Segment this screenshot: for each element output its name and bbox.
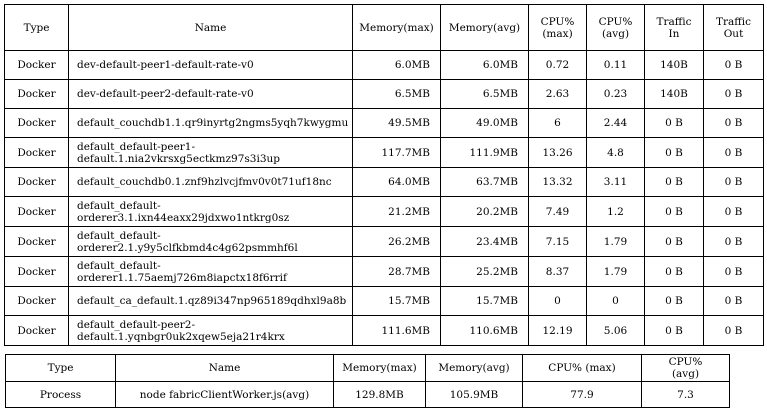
table-row [5, 51, 764, 80]
cell-memory-avg: 6.0MB [441, 51, 529, 80]
cell-memory-avg: 49.0MB [441, 109, 529, 138]
header-cpu-max: CPU% (max) [523, 355, 642, 382]
cell-cpu-max: 0 [529, 287, 587, 316]
cell-memory-avg: 111.9MB [441, 138, 529, 168]
cell-cpu-max: 6 [529, 109, 587, 138]
table-row [5, 168, 764, 197]
cell-traffic-out: 0 B [704, 197, 764, 227]
cell-memory-max: 6.5MB [353, 80, 441, 109]
header-traffic-in [645, 5, 704, 51]
cell-cpu-max: 7.49 [529, 197, 587, 227]
header-cpu-max [529, 5, 587, 51]
process-resource-table [5, 354, 730, 408]
cell-traffic-in: 140B [645, 51, 704, 80]
cell-type: Docker [5, 227, 69, 257]
cell-traffic-out: 0 B [704, 51, 764, 80]
cell-cpu-avg: 1.79 [587, 227, 645, 257]
docker-resource-table [4, 4, 764, 346]
header-cpu-avg-line1: CPU% [668, 356, 703, 368]
cell-traffic-in: 0 B [645, 168, 704, 197]
header-memory-max: Memory(max) [353, 5, 441, 51]
cell-cpu-avg: 0.11 [587, 51, 645, 80]
cell-cpu-avg: 1.2 [587, 197, 645, 227]
cell-traffic-out: 0 B [704, 287, 764, 316]
cell-memory-max: 6.0MB [353, 51, 441, 80]
header-traffic-out-line2: Out [723, 27, 744, 40]
header-memory-avg: Memory(avg) [441, 5, 529, 51]
cell-cpu-max: 12.19 [529, 316, 587, 346]
cell-cpu-avg: 0.23 [587, 80, 645, 109]
cell-memory-avg: 6.5MB [441, 80, 529, 109]
cell-memory-avg: 105.9MB [426, 382, 523, 408]
header-cpu-avg-line1: CPU% [598, 15, 633, 28]
table-row [6, 382, 730, 408]
cell-cpu-max: 2.63 [529, 80, 587, 109]
cell-name: default_default-peer2-default.1.yqnbgr0uk2xqew5eja21r4krx [69, 316, 353, 346]
cell-name: default_default-peer1-default.1.nia2vkrsxg5ectkmz97s3i3up [69, 138, 353, 168]
cell-memory-max: 129.8MB [334, 382, 426, 408]
cell-cpu-avg: 0 [587, 287, 645, 316]
cell-name: default_couchdb1.1.qr9inyrtg2ngms5yqh7kwygmu [69, 109, 353, 138]
table-row [5, 287, 764, 316]
header-cpu-avg [642, 355, 730, 382]
table-row [5, 197, 764, 227]
table-row [5, 80, 764, 109]
header-traffic-out-line1: Traffic [716, 15, 751, 28]
cell-cpu-max: 13.26 [529, 138, 587, 168]
cell-cpu-max: 0.72 [529, 51, 587, 80]
cell-traffic-in: 140B [645, 80, 704, 109]
cell-memory-max: 15.7MB [353, 287, 441, 316]
cell-memory-avg: 63.7MB [441, 168, 529, 197]
cell-type: Docker [5, 109, 69, 138]
cell-name: default_couchdb0.1.znf9hzlvcjfmv0v0t71uf18nc [69, 168, 353, 197]
header-cpu-max-line1: CPU% [540, 15, 575, 28]
cell-memory-max: 26.2MB [353, 227, 441, 257]
cell-traffic-out: 0 B [704, 316, 764, 346]
cell-type: Docker [5, 316, 69, 346]
header-traffic-in-line1: Traffic [656, 15, 692, 28]
cell-traffic-out: 0 B [704, 138, 764, 168]
header-cpu-avg [587, 5, 645, 51]
header-memory-avg: Memory(avg) [426, 355, 523, 382]
cell-traffic-out: 0 B [704, 168, 764, 197]
cell-type: Docker [5, 197, 69, 227]
table-row [5, 257, 764, 287]
cell-memory-avg: 23.4MB [441, 227, 529, 257]
cell-type: Docker [5, 287, 69, 316]
cell-cpu-avg: 3.11 [587, 168, 645, 197]
cell-cpu-avg: 4.8 [587, 138, 645, 168]
cell-name: default_default-orderer3.1.ixn44eaxx29jdxwo1ntkrg0sz [69, 197, 353, 227]
cell-name: node fabricClientWorker.js(avg) [116, 382, 334, 408]
cell-cpu-avg: 1.79 [587, 257, 645, 287]
cell-name: dev-default-peer2-default-rate-v0 [69, 80, 353, 109]
table-header-row [6, 355, 730, 382]
cell-memory-max: 64.0MB [353, 168, 441, 197]
cell-cpu-max: 13.32 [529, 168, 587, 197]
header-type: Type [6, 355, 116, 382]
cell-cpu-avg: 7.3 [642, 382, 730, 408]
header-cpu-avg-line2: (avg) [671, 368, 700, 380]
header-memory-max: Memory(max) [334, 355, 426, 382]
cell-cpu-avg: 5.06 [587, 316, 645, 346]
header-name: Name [116, 355, 334, 382]
header-type: Type [5, 5, 69, 51]
cell-traffic-in: 0 B [645, 227, 704, 257]
table-row [5, 316, 764, 346]
cell-type: Docker [5, 80, 69, 109]
header-traffic-out [704, 5, 764, 51]
cell-cpu-max: 77.9 [523, 382, 642, 408]
cell-traffic-in: 0 B [645, 138, 704, 168]
cell-cpu-max: 7.15 [529, 227, 587, 257]
cell-name: default_ca_default.1.qz89i347np965189qdhxl9a8b [69, 287, 353, 316]
cell-traffic-in: 0 B [645, 287, 704, 316]
header-name: Name [69, 5, 353, 51]
header-cpu-max-line2: (max) [542, 27, 573, 40]
cell-cpu-max: 8.37 [529, 257, 587, 287]
cell-type: Docker [5, 257, 69, 287]
cell-name: dev-default-peer1-default-rate-v0 [69, 51, 353, 80]
table-row [5, 227, 764, 257]
cell-type: Docker [5, 168, 69, 197]
cell-traffic-out: 0 B [704, 109, 764, 138]
table-row [5, 138, 764, 168]
cell-memory-avg: 20.2MB [441, 197, 529, 227]
cell-type: Process [6, 382, 116, 408]
cell-type: Docker [5, 51, 69, 80]
cell-memory-max: 49.5MB [353, 109, 441, 138]
cell-type: Docker [5, 138, 69, 168]
cell-traffic-in: 0 B [645, 257, 704, 287]
table-row [5, 109, 764, 138]
cell-traffic-in: 0 B [645, 109, 704, 138]
cell-memory-max: 21.2MB [353, 197, 441, 227]
cell-memory-max: 111.6MB [353, 316, 441, 346]
cell-cpu-avg: 2.44 [587, 109, 645, 138]
cell-memory-avg: 15.7MB [441, 287, 529, 316]
cell-traffic-out: 0 B [704, 257, 764, 287]
cell-traffic-in: 0 B [645, 197, 704, 227]
cell-memory-avg: 110.6MB [441, 316, 529, 346]
cell-traffic-out: 0 B [704, 227, 764, 257]
cell-memory-avg: 25.2MB [441, 257, 529, 287]
header-cpu-avg-line2: (avg) [601, 27, 630, 40]
cell-memory-max: 117.7MB [353, 138, 441, 168]
cell-memory-max: 28.7MB [353, 257, 441, 287]
table-header-row [5, 5, 764, 51]
header-traffic-in-line2: In [668, 27, 680, 40]
cell-traffic-in: 0 B [645, 316, 704, 346]
cell-name: default_default-orderer2.1.y9y5clfkbmd4c4g62psmmhf6l [69, 227, 353, 257]
cell-traffic-out: 0 B [704, 80, 764, 109]
cell-name: default_default-orderer1.1.75aemj726m8iapctx18f6rrif [69, 257, 353, 287]
